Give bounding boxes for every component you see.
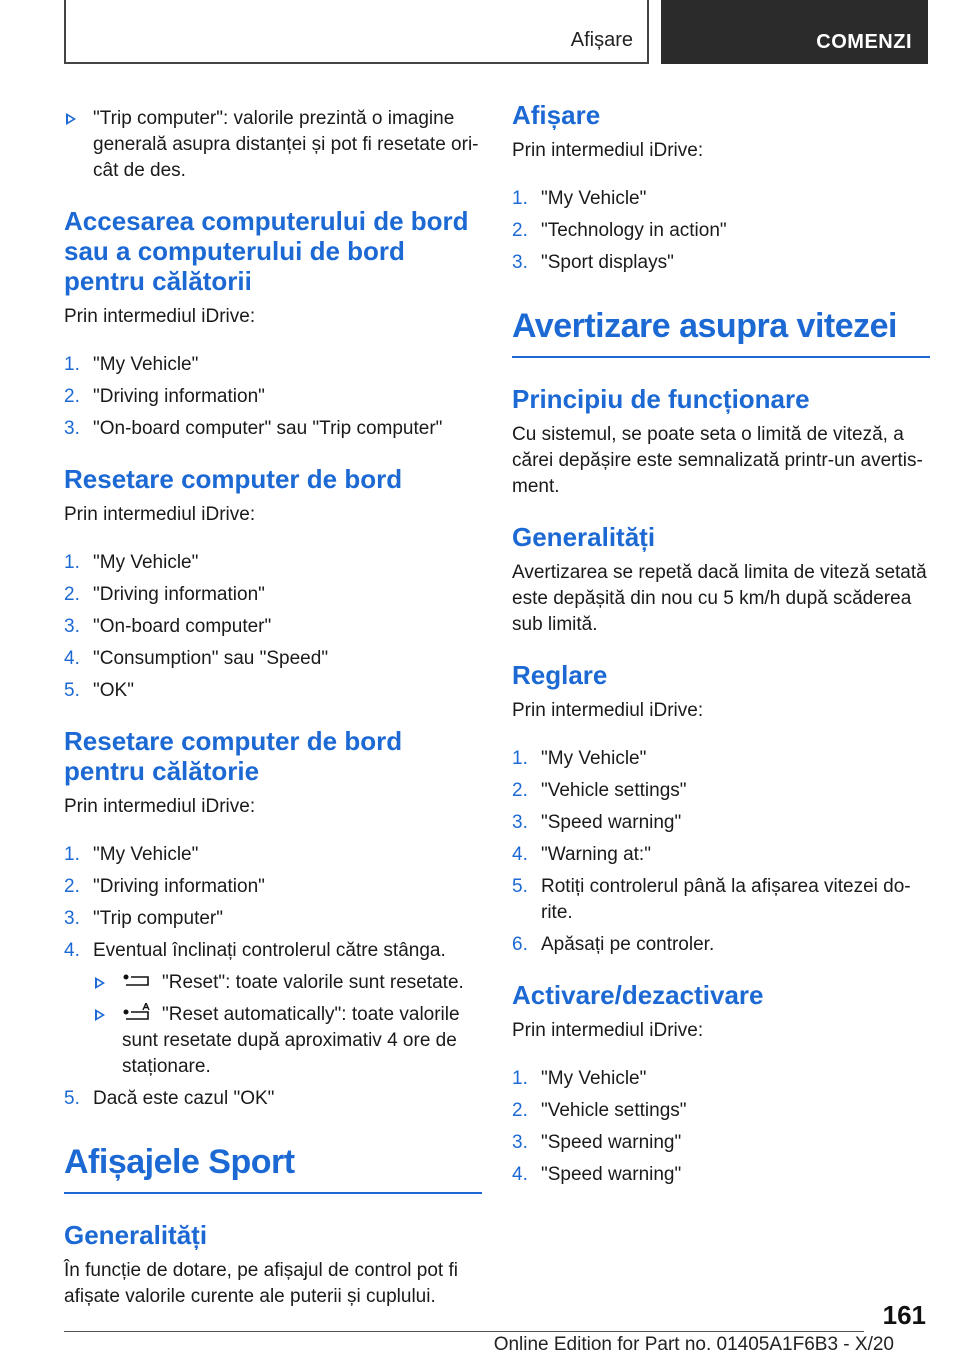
step-item: 2. "Vehicle settings" [512, 780, 687, 801]
step-item: 1. "My Vehicle" [512, 1068, 647, 1089]
step-item: 1. "My Vehicle" [512, 748, 647, 769]
reset-options [93, 970, 482, 1080]
section-title-adjust: Reglare [512, 660, 608, 690]
step-item: 5. Dacă este cazul "OK" [64, 1088, 275, 1109]
step-item: 2. "Technology in action" [512, 220, 727, 241]
step-item: 3. "Speed warning" [512, 1132, 682, 1153]
section-title-reset-board: Resetare computer de bord [64, 464, 403, 494]
triangle-bullet-icon [66, 113, 76, 125]
left-column [64, 100, 482, 1332]
page-number: 161 [882, 1300, 926, 1330]
step-item: 2. "Vehicle settings" [512, 1100, 687, 1121]
footer-edition: Online Edition for Part no. 01405A1F6B3 - X/20 [493, 1334, 894, 1355]
section-title-principle: Principiu de funcționare [512, 384, 810, 414]
chapter-title-speed-warning: Avertizare asupra vitezei [512, 304, 930, 358]
bullet-item: "Trip computer": valorile prezintă o imagine generală asupra distanței și pot fi resetate ori-cât de des. [64, 106, 482, 184]
step-item: 3. "Sport displays" [512, 252, 674, 273]
step-item: 6. Apăsați pe controler. [512, 934, 715, 955]
adjust-steps [512, 746, 930, 958]
header-section-box [64, 0, 649, 64]
step-item: 1. "My Vehicle" [512, 188, 647, 209]
chapter-title-sport-displays: Afișajele Sport [64, 1140, 482, 1194]
bullet-item: "Reset automatically": toate valorile sunt resetate după aproximativ 4 ore de staționare. [93, 1002, 482, 1080]
triangle-bullet-icon [95, 977, 105, 989]
step-item: 5. Rotiți controlerul până la afișarea vitezei do-rite. [512, 876, 911, 923]
triangle-bullet-icon [95, 1009, 105, 1021]
general-text: Avertizarea se repetă dacă limita de viteză setată este depășită din nou cu 5 km/h după scăderea sub limită. [512, 562, 927, 635]
step-item: 3. "On-board computer" sau "Trip computer" [64, 418, 443, 439]
access-steps [64, 352, 482, 442]
principle-text: Cu sistemul, se poate seta o limită de viteză, a cărei depășire este semnalizată printr-un avertis-ment. [512, 424, 923, 497]
display-steps [512, 186, 930, 276]
reset-automatically-icon [122, 1003, 156, 1023]
display-intro: Prin intermediul iDrive: [512, 140, 704, 161]
step-item: 2. "Driving information" [64, 386, 265, 407]
section-title-general: Generalități [512, 522, 656, 552]
header-chapter-tab [661, 0, 928, 64]
page-header [64, 0, 928, 64]
section-title-access: Accesarea computerului de bord sau a computerului de bord pentru călătorii [64, 206, 469, 296]
reset-board-steps [64, 550, 482, 704]
bullet-item: "Reset": toate valorile sunt resetate. [93, 970, 482, 996]
step-item: 4. "Consumption" sau "Speed" [64, 648, 329, 669]
step-item: 4. "Speed warning" [512, 1164, 682, 1185]
header-chapter-label: COMENZI [816, 31, 912, 53]
step-item: 5. "OK" [64, 680, 134, 701]
access-intro: Prin intermediul iDrive: [64, 306, 256, 327]
step-item: 1. "My Vehicle" [64, 552, 199, 573]
reset-trip-intro: Prin intermediul iDrive: [64, 796, 256, 817]
step-item: 2. "Driving information" [64, 876, 265, 897]
reset-trip-steps [64, 842, 482, 1112]
activate-intro: Prin intermediul iDrive: [512, 1020, 704, 1041]
sport-general-text: În funcție de dotare, pe afișajul de control pot fi afișate valorile curente ale puterii și cuplului. [64, 1260, 458, 1307]
reset-board-intro: Prin intermediul iDrive: [64, 504, 256, 525]
activate-steps [512, 1066, 930, 1188]
section-title-activate: Activare/dezactivare [512, 980, 764, 1010]
section-title-display: Afișare [512, 100, 601, 130]
step-item: 4. Eventual înclinați controlerul către stânga. "Reset": toate valorile sunt resetate. "Reset automatically": toate valorile sunt resetate după aproximativ 4 ore de staționare. [64, 938, 482, 1080]
step-item: 3. "On-board computer" [64, 616, 272, 637]
step-item: 3. "Speed warning" [512, 812, 682, 833]
intro-bullets [64, 106, 482, 184]
adjust-intro: Prin intermediul iDrive: [512, 700, 704, 721]
step-item: 1. "My Vehicle" [64, 354, 199, 375]
section-title-reset-trip: Resetare computer de bord pentru călătorie [64, 726, 403, 786]
step-item: 3. "Trip computer" [64, 908, 223, 929]
reset-icon [122, 971, 156, 991]
right-column [512, 100, 930, 1210]
step-item: 2. "Driving information" [64, 584, 265, 605]
section-title-sport-general: Generalități [64, 1220, 208, 1250]
step-item: 1. "My Vehicle" [64, 844, 199, 865]
step-item: 4. "Warning at:" [512, 844, 651, 865]
header-section-title: Afișare [570, 29, 633, 51]
footer-divider [64, 1331, 864, 1332]
